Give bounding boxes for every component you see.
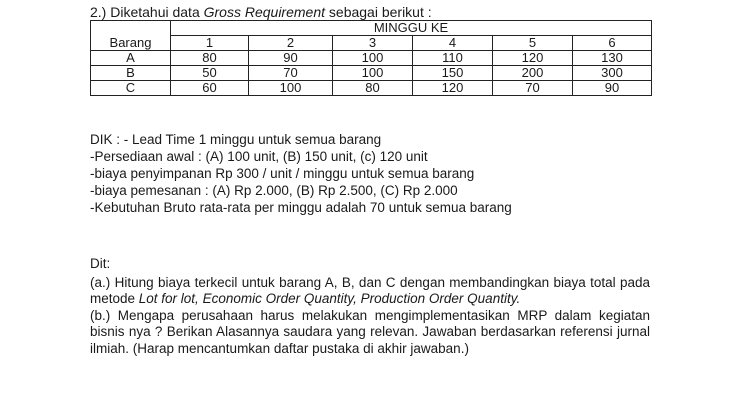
value-cell: 100 [249,81,333,96]
gross-requirement-table [90,20,652,96]
table-corner-cell [91,21,171,36]
value-cell: 70 [493,81,573,96]
value-cell: 80 [333,81,413,96]
value-cell: 200 [493,66,573,81]
value-cell: 70 [249,66,333,81]
value-cell: 120 [493,51,573,66]
table-row [91,81,652,96]
asked-section [90,256,650,357]
value-cell: 90 [249,51,333,66]
item-cell: A [91,51,171,66]
given-line: -Persediaan awal : (A) 100 unit, (B) 150 unit, (c) 120 unit [90,149,428,164]
question-a-text: (a.) Hitung biaya terkecil untuk barang A, B, dan C dengan membandingkan biaya total pada metode [90,274,650,306]
week-header: 5 [493,36,573,51]
week-header: 3 [333,36,413,51]
value-cell: 80 [171,51,249,66]
table-group-header-row [91,21,652,36]
question-a [90,275,650,308]
minggu-ke-header: MINGGU KE [171,21,652,36]
barang-header: Barang [91,36,171,51]
value-cell: 100 [333,51,413,66]
week-header: 1 [171,36,249,51]
week-header: 6 [573,36,652,51]
heading-prefix: 2.) Diketahui data [90,4,204,20]
value-cell: 120 [413,81,493,96]
table-row [91,51,652,66]
value-cell: 300 [573,66,652,81]
week-header: 2 [249,36,333,51]
value-cell: 150 [413,66,493,81]
week-header: 4 [413,36,493,51]
given-line: -biaya pemesanan : (A) Rp 2.000, (B) Rp 2.500, (C) Rp 2.000 [90,183,458,198]
item-cell: B [91,66,171,81]
given-line: DIK : - Lead Time 1 minggu untuk semua barang [90,132,382,147]
value-cell: 100 [333,66,413,81]
item-cell: C [91,81,171,96]
question-b: (b.) Mengapa perusahaan harus melakukan mengimplementasikan MRP dalam kegiatan bisnis nya ? Berikan Alasannya saudara yang relevan. Jawaban berdasarkan referensi jurnal ilmiah. (Harap mencantumkan daftar pustaka di akhir jawaban.) [90,307,650,356]
question-heading [90,4,432,20]
given-section [90,131,512,216]
given-line: -biaya penyimpanan Rp 300 / unit / minggu untuk semua barang [90,166,475,181]
value-cell: 90 [573,81,652,96]
given-line: -Kebutuhan Bruto rata-rata per minggu adalah 70 untuk semua barang [90,200,512,215]
value-cell: 50 [171,66,249,81]
heading-italic-term: Gross Requirement [203,4,326,20]
value-cell: 110 [413,51,493,66]
dit-label: Dit: [90,256,111,271]
value-cell: 60 [171,81,249,96]
value-cell: 130 [573,51,652,66]
question-a-methods: Lot for lot, Economic Order Quantity, Production Order Quantity. [138,291,521,306]
table-row [91,66,652,81]
heading-suffix: sebagai berikut : [325,4,432,20]
table-week-header-row [91,36,652,51]
